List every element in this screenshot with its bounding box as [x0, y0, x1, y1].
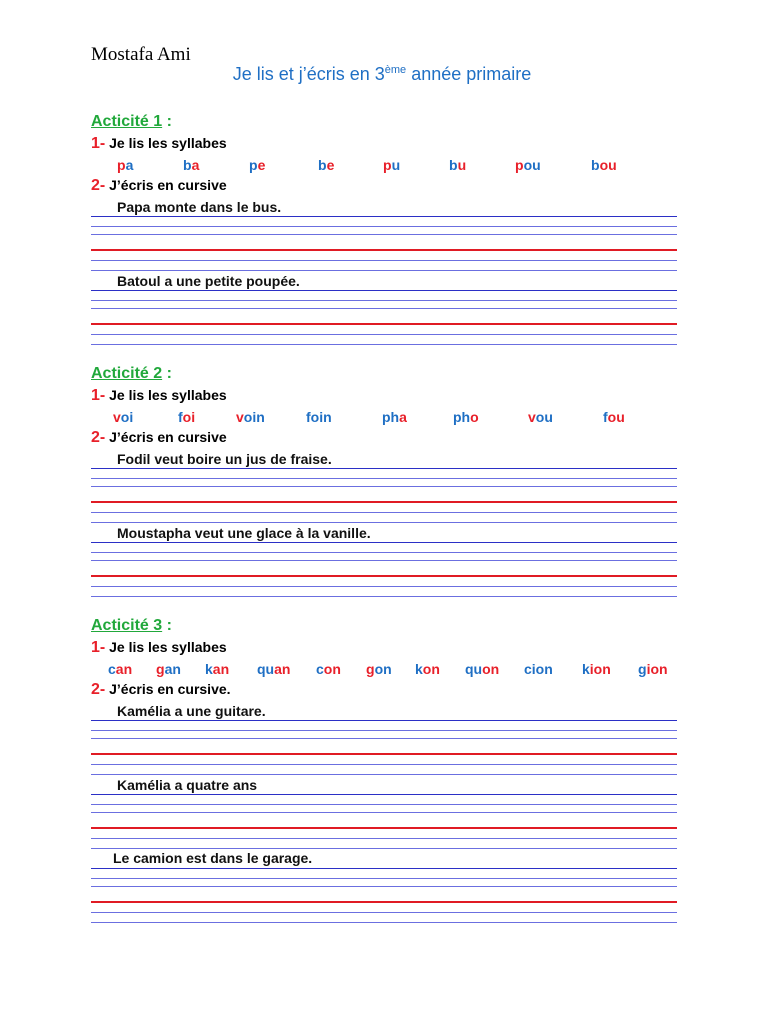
syllable: [117, 157, 133, 173]
activity-3-sentence-1: Kamélia a une guitare.: [117, 703, 266, 719]
guide-rule: [91, 560, 677, 561]
guide-rule: [91, 848, 677, 849]
guide-rule: [91, 730, 677, 731]
syllable-part: k: [415, 661, 423, 677]
syllable: [249, 157, 265, 173]
syllable-part: a: [399, 409, 407, 425]
baseline-rule: [91, 827, 677, 829]
guide-rule: [91, 838, 677, 839]
syllable: [178, 409, 195, 425]
guide-rule: [91, 812, 677, 813]
syllable-part: oi: [120, 409, 134, 425]
syllable-part: on: [323, 661, 341, 677]
activity-1-instruction-read: 1- Je lis les syllabes: [91, 135, 227, 152]
activity-1-instruction-write: 2- J’écris en cursive: [91, 177, 227, 194]
syllable: [156, 661, 181, 677]
guide-rule: [91, 804, 677, 805]
syllable-part: v: [236, 409, 244, 425]
syllable: [515, 157, 541, 173]
author-name: Mostafa Ami: [91, 44, 191, 65]
syllable-part: on: [374, 661, 392, 677]
activity-2-writing-lines-1: [91, 468, 677, 528]
activity-1-writing-lines-1: [91, 216, 677, 276]
guide-rule: [91, 270, 677, 271]
syllable-part: cion: [524, 661, 553, 677]
syllable-part: c: [108, 661, 116, 677]
activity-3-heading: Acticité 3 :: [91, 617, 172, 634]
activity-3-writing-lines-3: [91, 868, 677, 928]
syllable-part: g: [638, 661, 647, 677]
syllable: [603, 409, 625, 425]
syllable-part: ou: [607, 409, 625, 425]
guide-rule: [91, 764, 677, 765]
baseline-rule: [91, 901, 677, 903]
syllable-part: ph: [453, 409, 471, 425]
syllable-part: o: [470, 409, 479, 425]
syllable-part: oin: [310, 409, 332, 425]
syllable: [465, 661, 499, 677]
guide-rule: [91, 234, 677, 235]
syllable-part: k: [205, 661, 213, 677]
syllable-part: e: [326, 157, 335, 173]
baseline-rule: [91, 501, 677, 503]
activity-1-heading: Acticité 1 :: [91, 113, 172, 130]
syllable-part: p: [383, 157, 392, 173]
guide-rule: [91, 486, 677, 487]
activity-3-syllables: [0, 661, 768, 679]
syllable: [382, 409, 407, 425]
guide-rule: [91, 794, 677, 795]
activity-3-sentence-2: Kamélia a quatre ans: [117, 777, 258, 793]
guide-rule: [91, 738, 677, 739]
syllable-part: f: [306, 409, 311, 425]
guide-rule: [91, 290, 677, 291]
activity-1-syllables: [0, 157, 768, 175]
syllable: [257, 661, 290, 677]
page-title: Je lis et j’écris en 3ème année primaire: [232, 64, 532, 84]
baseline-rule: [91, 323, 677, 325]
syllable-part: c: [316, 661, 324, 677]
syllable-part: on: [482, 661, 500, 677]
syllable: [449, 157, 466, 173]
activity-3-instruction-read: 1- Je lis les syllabes: [91, 639, 227, 656]
guide-rule: [91, 344, 677, 345]
guide-rule: [91, 922, 677, 923]
guide-rule: [91, 216, 677, 217]
guide-rule: [91, 774, 677, 775]
syllable-part: e: [257, 157, 266, 173]
syllable-part: k: [582, 661, 590, 677]
guide-rule: [91, 226, 677, 227]
syllable-part: an: [115, 661, 133, 677]
syllable: [306, 409, 332, 425]
syllable-part: b: [449, 157, 458, 173]
syllable: [528, 409, 553, 425]
baseline-rule: [91, 249, 677, 251]
syllable: [108, 661, 132, 677]
guide-rule: [91, 478, 677, 479]
guide-rule: [91, 260, 677, 261]
syllable-part: f: [178, 409, 183, 425]
syllable: [318, 157, 334, 173]
syllable-part: a: [191, 157, 200, 173]
syllable-part: ou: [523, 157, 541, 173]
syllable: [236, 409, 265, 425]
syllable: [205, 661, 229, 677]
syllable-part: an: [212, 661, 230, 677]
guide-rule: [91, 300, 677, 301]
activity-3-writing-lines-1: [91, 720, 677, 780]
syllable-part: p: [117, 157, 126, 173]
syllable-part: b: [183, 157, 192, 173]
activity-1-writing-lines-2: [91, 290, 677, 350]
syllable: [383, 157, 400, 173]
activity-3-sentence-3: Le camion est dans le garage.: [113, 850, 313, 866]
syllable-part: b: [318, 157, 327, 173]
syllable-part: ion: [646, 661, 668, 677]
activity-2-heading: Acticité 2 :: [91, 365, 172, 382]
syllable: [591, 157, 617, 173]
syllable-part: qu: [257, 661, 275, 677]
syllable-part: f: [603, 409, 608, 425]
activity-1-sentence-2: Batoul a une petite poupée.: [117, 273, 300, 289]
syllable-part: oi: [182, 409, 196, 425]
syllable-part: ion: [589, 661, 611, 677]
guide-rule: [91, 878, 677, 879]
syllable-part: oin: [243, 409, 265, 425]
guide-rule: [91, 586, 677, 587]
activity-2-sentence-2: Moustapha veut une glace à la vanille.: [117, 525, 371, 541]
activity-2-instruction-write: 2- J’écris en cursive: [91, 429, 227, 446]
activity-2-writing-lines-2: [91, 542, 677, 602]
syllable-part: p: [515, 157, 524, 173]
syllable-part: ph: [382, 409, 400, 425]
guide-rule: [91, 542, 677, 543]
activity-2-sentence-1: Fodil veut boire un jus de fraise.: [117, 451, 332, 467]
syllable: [582, 661, 611, 677]
syllable-part: an: [164, 661, 181, 677]
syllable-part: v: [528, 409, 536, 425]
guide-rule: [91, 468, 677, 469]
guide-rule: [91, 886, 677, 887]
syllable: [316, 661, 341, 677]
baseline-rule: [91, 575, 677, 577]
syllable-part: on: [422, 661, 440, 677]
syllable-part: v: [113, 409, 121, 425]
syllable-part: b: [591, 157, 600, 173]
syllable-part: g: [366, 661, 375, 677]
guide-rule: [91, 596, 677, 597]
syllable: [415, 661, 440, 677]
guide-rule: [91, 308, 677, 309]
syllable-part: qu: [465, 661, 483, 677]
syllable-part: g: [156, 661, 165, 677]
guide-rule: [91, 912, 677, 913]
activity-1-sentence-1: Papa monte dans le bus.: [117, 199, 282, 215]
syllable: [113, 409, 133, 425]
syllable: [453, 409, 479, 425]
syllable: [183, 157, 199, 173]
activity-2-instruction-read: 1- Je lis les syllabes: [91, 387, 227, 404]
activity-3-writing-lines-2: [91, 794, 677, 854]
syllable: [638, 661, 668, 677]
guide-rule: [91, 512, 677, 513]
guide-rule: [91, 720, 677, 721]
guide-rule: [91, 334, 677, 335]
syllable: [524, 661, 553, 677]
syllable-part: u: [457, 157, 467, 173]
syllable-part: u: [391, 157, 401, 173]
syllable-part: ou: [535, 409, 553, 425]
syllable-part: a: [125, 157, 134, 173]
syllable-part: an: [274, 661, 291, 677]
guide-rule: [91, 522, 677, 523]
activity-3-instruction-write: 2- J’écris en cursive.: [91, 681, 231, 698]
syllable-part: ou: [599, 157, 617, 173]
baseline-rule: [91, 753, 677, 755]
syllable-part: p: [249, 157, 258, 173]
guide-rule: [91, 552, 677, 553]
activity-2-syllables: [0, 409, 768, 427]
guide-rule: [91, 868, 677, 869]
syllable: [366, 661, 392, 677]
